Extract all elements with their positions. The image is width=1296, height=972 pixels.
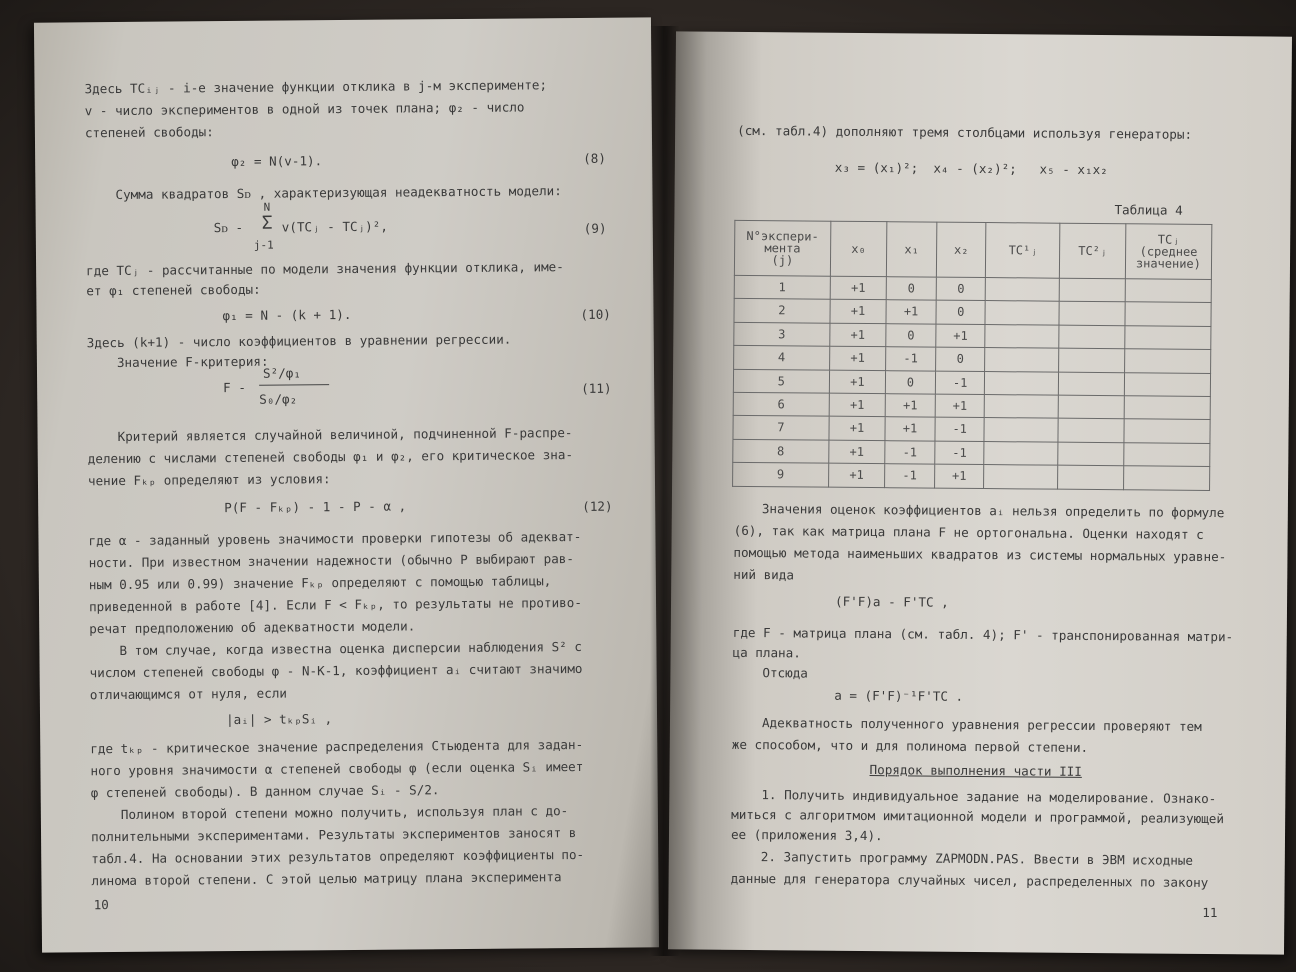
table-cell: 0: [936, 300, 986, 324]
table-cell: +1: [886, 300, 936, 324]
text-line: v - число экспериментов в одной из точек плана; φ₂ - число: [84, 99, 525, 119]
table-cell: [984, 441, 1058, 465]
equation-number: (8): [583, 150, 606, 166]
text-line: приведенной в работе [4]. Если F < Fₖₚ, то результаты не противо-: [88, 594, 582, 615]
table-cell: 5: [733, 369, 829, 393]
table-cell: +1: [936, 324, 986, 348]
text-line: ца плана.: [732, 644, 801, 661]
table-cell: 1: [734, 275, 830, 299]
sum-lower-limit: j-1: [253, 238, 274, 252]
text-line: где TCⱼ - рассчитанные по модели значения функции отклика, име-: [86, 259, 564, 279]
sum-symbol: Σ: [261, 212, 273, 234]
text-line: миться с алгоритмом имитационной модели и программой, реализующей: [731, 806, 1225, 827]
text-line: где tₖₚ - критическое значение распределения Стьюдента для задан-: [90, 736, 584, 757]
table-header-cell: TCⱼ (среднее значение): [1125, 224, 1212, 280]
table-cell: +1: [934, 464, 984, 488]
table-cell: +1: [829, 370, 886, 394]
right-page: [668, 31, 1292, 954]
text-line: Адекватность полученного уравнения регрессии проверяют тем: [761, 715, 1202, 734]
text-line: В том случае, когда известна оценка дисперсии наблюдения S² с: [119, 638, 582, 658]
table-cell: +1: [830, 276, 887, 300]
table-cell: [1058, 442, 1124, 466]
table-cell: +1: [829, 417, 886, 441]
table-cell: +1: [829, 323, 886, 347]
table-cell: 3: [734, 322, 830, 346]
table-cell: [1059, 325, 1125, 349]
equation-11-lhs: F -: [223, 379, 246, 396]
table-cell: +1: [885, 394, 935, 418]
table-cell: 7: [733, 416, 829, 440]
table-cell: [1060, 278, 1126, 302]
table-header-cell: TC¹ⱼ: [986, 223, 1060, 279]
equation-9-lhs: Sᴅ -: [213, 219, 244, 236]
text-line: полнительными экспериментами. Результаты экспериментов заносят в: [90, 825, 577, 845]
table-cell: -1: [935, 371, 985, 395]
table-cell: [1058, 419, 1124, 443]
text-line: (см. табл.4) дополняют тремя столбцами используя генераторы:: [737, 122, 1193, 142]
page-number: 11: [1202, 904, 1218, 921]
table-cell: [1124, 396, 1210, 420]
table-cell: 0: [886, 370, 936, 394]
table-cell: 8: [733, 439, 829, 463]
table-header-cell: x₂: [936, 222, 986, 277]
text-line: (6), так как матрица плана F не ортогональна. Оценки находят с: [733, 522, 1204, 542]
text-line: табл.4. На основании этих результатов определяют коэффициенты по-: [91, 846, 585, 867]
table-cell: [985, 301, 1059, 325]
table-header-cell: x₁: [887, 222, 937, 277]
text-line: где F - матрица плана (см. табл. 4); F' - транспонированная матри-: [732, 624, 1234, 645]
table-cell: -1: [886, 347, 936, 371]
table-cell: 0: [936, 277, 986, 301]
table-cell: 9: [733, 462, 829, 486]
text-line: числом степеней свободы φ - N-K-1, коэффициент aᵢ считают значимо: [89, 660, 583, 681]
table-cell: [1124, 419, 1210, 443]
table-cell: +1: [829, 393, 886, 417]
sum-upper-limit: N: [263, 200, 271, 214]
text-line: степеней свободы:: [84, 124, 214, 141]
text-line: ным 0.95 или 0.99) значение Fₖₚ определяют с помощью таблицы,: [88, 573, 552, 593]
table-cell: [985, 348, 1059, 372]
left-page: [34, 17, 659, 952]
table-cell: -1: [935, 417, 985, 441]
equation-number: (11): [581, 380, 612, 396]
text-line: данные для генератора случайных чисел, распределенных по закону: [730, 870, 1209, 891]
text-line: ности. При известном значении надежности (обычно P выбирают рав-: [88, 551, 574, 571]
section-heading: Порядок выполнения части III: [869, 762, 1082, 779]
table-cell: [1125, 326, 1211, 350]
text-line: Полином второй степени можно получить, используя план с до-: [120, 803, 569, 822]
table-cell: [985, 394, 1059, 418]
table-cell: +1: [828, 440, 885, 464]
table-cell: 0: [886, 323, 936, 347]
table-cell: [1124, 372, 1210, 396]
equation-number: (9): [583, 220, 607, 236]
text-line: ний вида: [733, 566, 795, 583]
table-caption: Таблица 4: [1114, 202, 1183, 218]
equation-number: (12): [582, 498, 613, 514]
text-line: речат предположению об адекватности модели.: [89, 618, 416, 637]
text-line: ного уровня значимости α степеней свободы φ (если оценка Sᵢ имеет: [90, 758, 584, 779]
text-line: 2. Запустить программу ZAPMODN.PAS. Ввести в ЭВМ исходные: [760, 849, 1194, 868]
equation-12: P(F - Fₖₚ) - 1 - P - α ,: [224, 498, 407, 516]
text-line: Сумма квадратов Sᴅ , характеризующая неадекватность модели:: [115, 183, 562, 203]
table-header-cell: TC²ⱼ: [1060, 223, 1126, 279]
equation-number: (10): [580, 306, 611, 322]
text-line: же способом, что и для полинома первой степени.: [731, 736, 1089, 755]
text-line: ет φ₁ степеней свободы:: [86, 281, 261, 299]
table-cell: 2: [734, 299, 830, 323]
table-cell: [985, 324, 1059, 348]
table-cell: [1059, 395, 1125, 419]
normal-equations: (F'F)a - F'TC ,: [834, 593, 949, 610]
text-line: ее (приложения 3,4).: [730, 826, 883, 844]
table-cell: -1: [935, 441, 985, 465]
table-cell: +1: [830, 300, 887, 324]
table-cell: [984, 418, 1058, 442]
table-cell: [1059, 302, 1125, 326]
table-cell: -1: [885, 440, 935, 464]
table-cell: [1124, 349, 1210, 373]
fraction-denominator: S₀/φ₂: [259, 391, 298, 407]
solution-formula: a = (F'F)⁻¹F'TC .: [834, 687, 964, 704]
table-cell: [1124, 442, 1210, 466]
text-line: делению с числами степеней свободы φ₁ и φ₂, его критическое зна-: [87, 447, 574, 467]
text-line: линома второй степени. С этой целью матрицу плана эксперимента: [91, 869, 562, 889]
experiment-table: [732, 220, 1212, 491]
table-cell: [1125, 302, 1211, 326]
table-cell: [986, 278, 1060, 302]
table-cell: [984, 465, 1058, 489]
table-cell: 4: [734, 346, 830, 370]
text-line: помощью метода наименьших квадратов из системы нормальных уравне-: [733, 544, 1227, 565]
equation-9-body: v(TCⱼ - TCⱼ)²,: [281, 218, 388, 235]
table-cell: [1125, 279, 1211, 303]
fraction-numerator: S²/φ₁: [262, 365, 302, 381]
text-line: Здесь (k+1) - число коэффициентов в уравнении регрессии.: [86, 331, 512, 351]
table-cell: 0: [886, 277, 936, 301]
table-cell: +1: [829, 346, 886, 370]
text-line: чение Fₖₚ определяют из условия:: [87, 471, 331, 489]
table-cell: [985, 371, 1059, 395]
text-line: где α - заданный уровень значимости проверки гипотезы об адекват-: [88, 528, 582, 549]
page-number: 10: [93, 897, 109, 913]
table-cell: [1058, 465, 1124, 489]
text-line: Значение F-критерия:: [116, 353, 269, 370]
table-cell: [1123, 466, 1209, 490]
equation-10: φ₁ = N - (k + 1).: [222, 306, 352, 324]
table-cell: [1059, 372, 1125, 396]
inequality: |aᵢ| > tₖₚSᵢ ,: [225, 711, 333, 728]
fraction-bar: [259, 384, 329, 386]
table-header-cell: N°экспери- мента (j): [734, 220, 830, 276]
table-header-row: [734, 220, 1211, 279]
generator-formulas: x₃ = (x₁)²; x₄ - (x₂)²; x₅ - x₁x₂: [834, 159, 1108, 178]
table-cell: +1: [935, 394, 985, 418]
text-line: Здесь TCᵢⱼ - i-е значение функции отклика в j-м эксперименте;: [84, 77, 548, 97]
text-line: отличающимся от нуля, если: [89, 685, 288, 703]
table-cell: [1059, 348, 1125, 372]
table-cell: -1: [885, 464, 935, 488]
table-cell: 6: [733, 392, 829, 416]
table-row: [733, 462, 1210, 490]
table-cell: +1: [828, 463, 885, 487]
text-line: Критерий является случайной величиной, подчиненной F-распре-: [117, 425, 573, 444]
table-cell: +1: [885, 417, 935, 441]
table-cell: 0: [935, 347, 985, 371]
text-line: 1. Получить индивидуальное задание на моделирование. Ознако-: [761, 787, 1217, 807]
text-line: Значения оценок коэффициентов aᵢ нельзя определить по формуле: [761, 501, 1225, 521]
text-line: φ степеней свободы). В данном случае Sᵢ - S/2.: [90, 782, 440, 801]
table-header-cell: x₀: [830, 221, 887, 276]
equation-8: φ₂ = N(v-1).: [231, 153, 323, 169]
text-line: Отсюда: [762, 665, 808, 681]
